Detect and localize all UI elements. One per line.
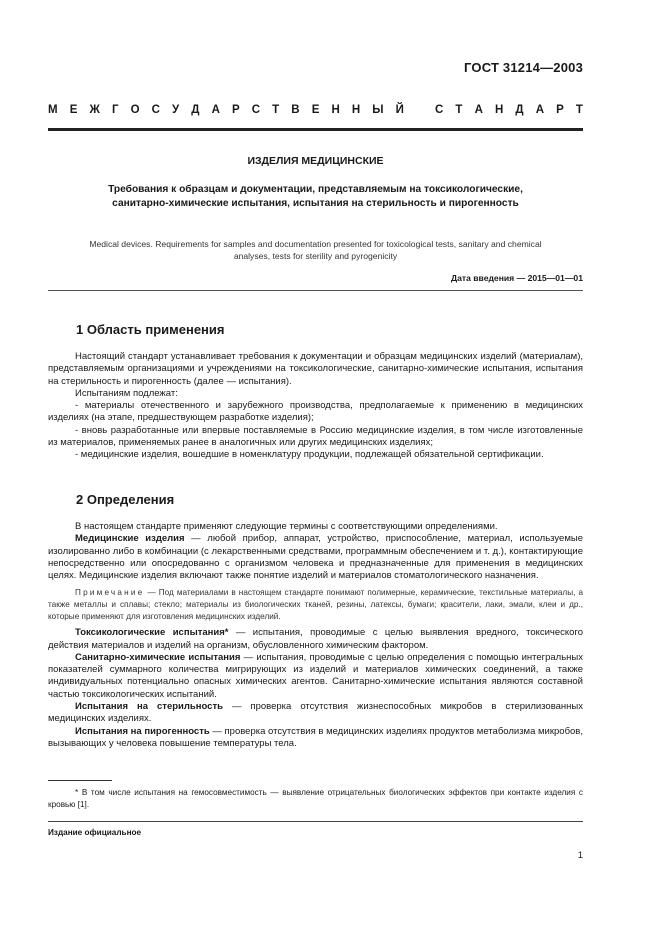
- footnote-rule: [48, 780, 112, 781]
- term: Санитарно-химические испытания: [75, 651, 241, 663]
- category-letter: Н: [494, 104, 504, 116]
- category-letter: Н: [331, 104, 340, 116]
- definition-text: — проверка отсутствия жизнеспособных микробов в стерилизованных медицинских изделиях.: [48, 701, 584, 725]
- category-letter: У: [172, 104, 180, 116]
- list-item: - медицинские изделия, вошедшие в номенклатуру продукции, подлежащей обязательной сертификации.: [75, 449, 544, 461]
- category-letter: Р: [556, 104, 564, 116]
- category-letter: Р: [231, 104, 240, 116]
- category-letter: М: [48, 104, 58, 116]
- english-title-line: Medical devices. Requirements for samples and documentation presented for toxicological tests, sanitary and chemical: [89, 239, 542, 249]
- category-letter: С: [251, 104, 261, 116]
- english-title: [48, 238, 583, 262]
- category-letter: Г: [111, 104, 119, 116]
- document-subtitle: [70, 183, 561, 211]
- definition: [48, 533, 583, 582]
- category-letter: Ы: [372, 104, 384, 116]
- note-label: Примечание: [75, 588, 145, 598]
- definition: [48, 726, 583, 751]
- paragraph: В настоящем стандарте применяют следующие термины с соответствующими определениями.: [75, 521, 498, 532]
- category-word-standard: [435, 104, 583, 116]
- category-letter: Й: [395, 104, 404, 116]
- list-item: - материалы отечественного и зарубежного производства, предполагаемые к применению в медицинских изделиях (на этапе, предшествующем разработке изделия);: [48, 400, 583, 424]
- definition-text: — проверка отсутствия в медицинских изделиях продуктов метаболизма микробов, вызывающих у человека повышение температуры тела.: [48, 725, 583, 749]
- note: [48, 587, 583, 622]
- section-1-body: [48, 351, 583, 462]
- date-rule: [48, 290, 583, 291]
- category-letter: В: [291, 104, 300, 116]
- term: Испытания на стерильность: [75, 701, 223, 713]
- category-letter: Н: [351, 104, 361, 116]
- category-letter: О: [130, 104, 140, 116]
- paragraph: Настоящий стандарт устанавливает требования к документации и образцам медицинских изделий (материалам), представляемым организациями и учреждениями на токсикологические, санитарно-химические испытания, испытания на стерильность и пирогенность (далее — испытания).: [48, 351, 583, 387]
- introduction-date: Дата введения — 2015—01—01: [450, 273, 583, 283]
- subtitle-line: Требования к образцам и документации, представляемым на токсикологические,: [108, 184, 523, 195]
- category-letter: Е: [69, 104, 78, 116]
- definition-text: — испытания, проводимые с целью выявления вредного, токсического действия материалов и изделий на организм, обусловленного химическим фактором.: [48, 627, 584, 651]
- category-letter: Ж: [89, 104, 100, 116]
- section-2-heading: 2 Определения: [76, 492, 175, 507]
- list-item: - вновь разработанные или впервые поставляемые в Россию медицинские изделия, в том числе изготовленные из материалов, применяемых ранее в аналогичных или других медицинских изделиях;: [48, 424, 583, 449]
- note-text: — Под материалами в настоящем стандарте понимают полимерные, керамические, текстильные материалы, а также металлы и сплавы; стекло; материалы из биологических тканей, резины, латексы, бумаги; красители, лаки, эмали, клеи и др., которые применяют для изготовления медицинских изделий.: [48, 588, 583, 621]
- category-letter: С: [151, 104, 160, 116]
- standard-category: [48, 104, 583, 116]
- category-letter: Е: [311, 104, 320, 116]
- subtitle-line: санитарно-химические испытания, испытания на стерильность и пирогенность: [112, 198, 519, 209]
- category-letter: Т: [272, 104, 280, 116]
- page-number: 1: [577, 850, 583, 861]
- category-letter: А: [211, 104, 220, 116]
- edition-label: Издание официальное: [48, 828, 142, 837]
- category-letter: Д: [515, 104, 524, 116]
- section-1-heading: 1 Область применения: [76, 322, 225, 337]
- category-word-interstate: [48, 104, 404, 116]
- category-letter: А: [535, 104, 545, 116]
- definition: [48, 627, 583, 652]
- category-letter: Д: [191, 104, 200, 116]
- category-letter: А: [474, 104, 483, 116]
- term: Медицинские изделия: [75, 533, 185, 545]
- definition-text: — любой прибор, аппарат, устройство, приспособление, материал, используемые изолированно либо в комбинации (с лекарственными средствами, программным обеспечением и т. д.), контактирующие непосредственно или опосредованно с организмом человека и предназначенные для применения в медицинских целях. Медицинские изделия включают также понятие изделий и материалов стоматологического назначения.: [48, 533, 583, 582]
- definition-text: — испытания, проводимые с целью определения с помощью интегральных показателей суммарного количества мигрирующих из изделий и материалов химических соединений, а также индивидуальных потенциально опасных химических агентов. Санитарно-химические испытания являются составной частью токсикологических испытаний.: [48, 651, 584, 700]
- english-title-line: analyses, tests for sterility and pyrogenicity: [233, 251, 398, 261]
- definition: [48, 652, 583, 701]
- category-letter: Т: [575, 104, 583, 116]
- paragraph: Испытаниям подлежат:: [75, 387, 178, 399]
- footer-rule: [48, 821, 583, 822]
- footnote: * В том числе испытания на гемосовместимость — выявление отрицательных биологических эффектов при контакте изделия с кровью [1].: [48, 788, 583, 809]
- document-number: ГОСТ 31214—2003: [464, 60, 583, 75]
- header-rule: [48, 128, 583, 131]
- term: Токсикологические испытания*: [75, 627, 229, 639]
- document-title: ИЗДЕЛИЯ МЕДИЦИНСКИЕ: [247, 155, 384, 167]
- term: Испытания на пирогенность: [75, 725, 210, 737]
- category-letter: Т: [455, 104, 463, 116]
- definition: [48, 701, 583, 726]
- category-letter: С: [435, 104, 444, 116]
- section-2-body: [48, 521, 583, 750]
